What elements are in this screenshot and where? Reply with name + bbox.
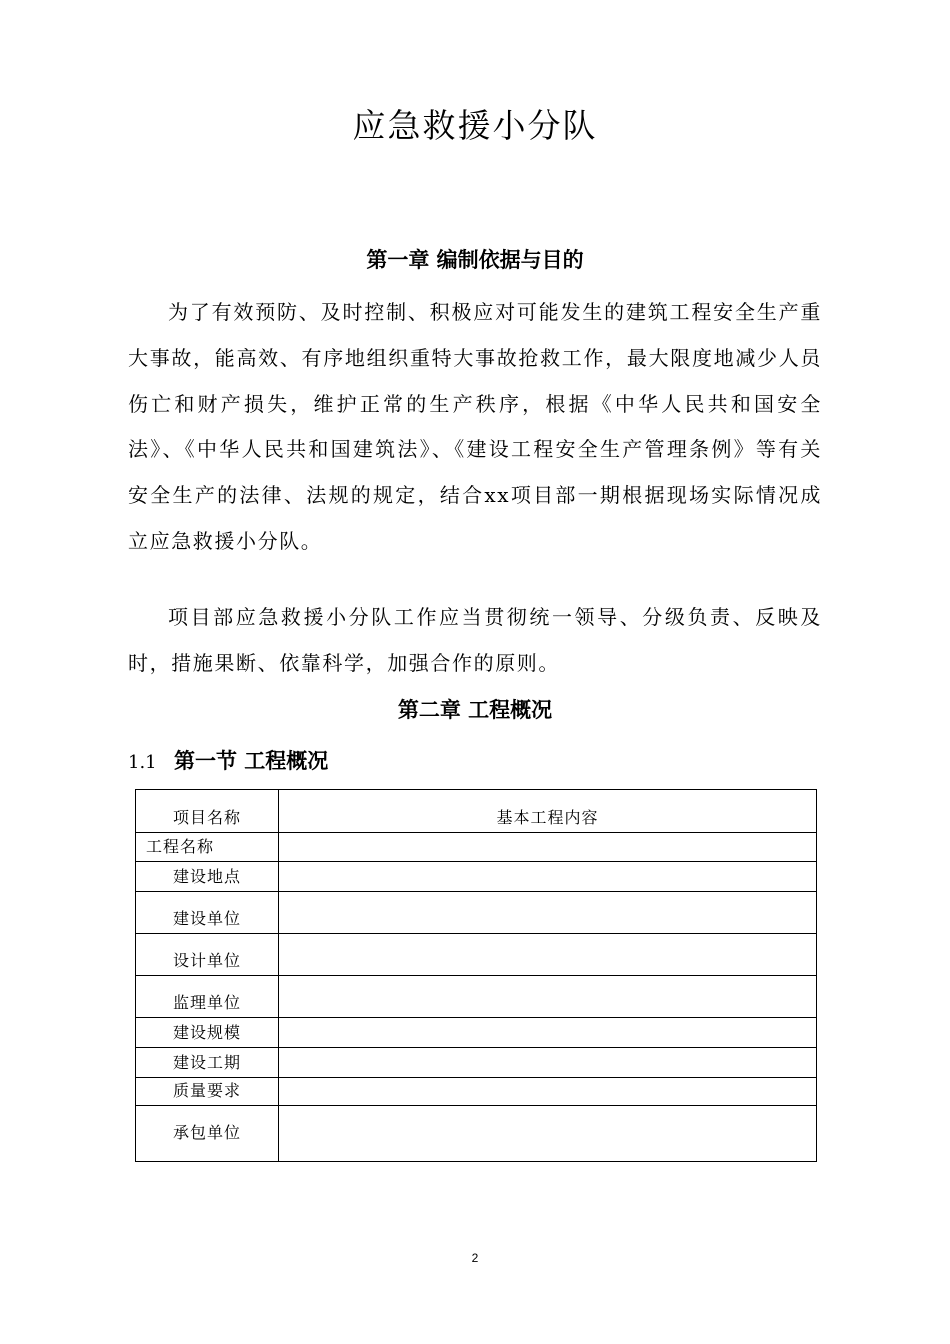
section-number: 1.1 (128, 752, 157, 773)
row-value (279, 862, 817, 892)
header-basic-content: 基本工程内容 (279, 790, 817, 833)
page-number: 2 (471, 1251, 479, 1265)
project-info-table (135, 789, 817, 1162)
document-title: 应急救援小分队 (352, 106, 598, 145)
row-value (279, 976, 817, 1018)
chapter-2-heading: 第二章 工程概况 (397, 698, 553, 722)
row-value (279, 833, 817, 862)
row-value (279, 892, 817, 934)
header-project-name: 项目名称 (136, 790, 279, 833)
section-title: 第一节 工程概况 (174, 749, 329, 773)
row-label: 监理单位 (136, 976, 279, 1018)
section-heading (128, 744, 328, 776)
row-label: 建设规模 (136, 1018, 279, 1048)
table-row (136, 1078, 817, 1106)
row-label: 工程名称 (136, 833, 279, 862)
table-row (136, 892, 817, 934)
table-row (136, 862, 817, 892)
chapter-1-paragraph-2: 项目部应急救援小分队工作应当贯彻统一领导、分级负责、反映及时，措施果断、依靠科学，加强合作的原则。 (128, 605, 822, 675)
row-label: 建设单位 (136, 892, 279, 934)
row-value (279, 1048, 817, 1078)
table-row (136, 934, 817, 976)
row-value (279, 1078, 817, 1106)
row-value (279, 1106, 817, 1162)
chapter-1-paragraph-1: 为了有效预防、及时控制、积极应对可能发生的建筑工程安全生产重大事故，能高效、有序地组织重特大事故抢救工作，最大限度地减少人员伤亡和财产损失，维护正常的生产秩序，根据《中华人民共和国安全法》、《中华人民共和国建筑法》、《建设工程安全生产管理条例》等有关安全生产的法律、法规的规定，结合xx项目部一期根据现场实际情况成立应急救援小分队。 (128, 300, 822, 553)
row-label: 质量要求 (136, 1078, 279, 1106)
table-row (136, 1018, 817, 1048)
chapter-1-heading: 第一章 编制依据与目的 (366, 248, 584, 272)
table-row (136, 833, 817, 862)
row-label: 设计单位 (136, 934, 279, 976)
table-row (136, 1106, 817, 1162)
row-value (279, 1018, 817, 1048)
row-value (279, 934, 817, 976)
row-label: 建设工期 (136, 1048, 279, 1078)
table-row (136, 976, 817, 1018)
table-row (136, 1048, 817, 1078)
row-label: 承包单位 (136, 1106, 279, 1162)
table-header-row (136, 790, 817, 833)
row-label: 建设地点 (136, 862, 279, 892)
